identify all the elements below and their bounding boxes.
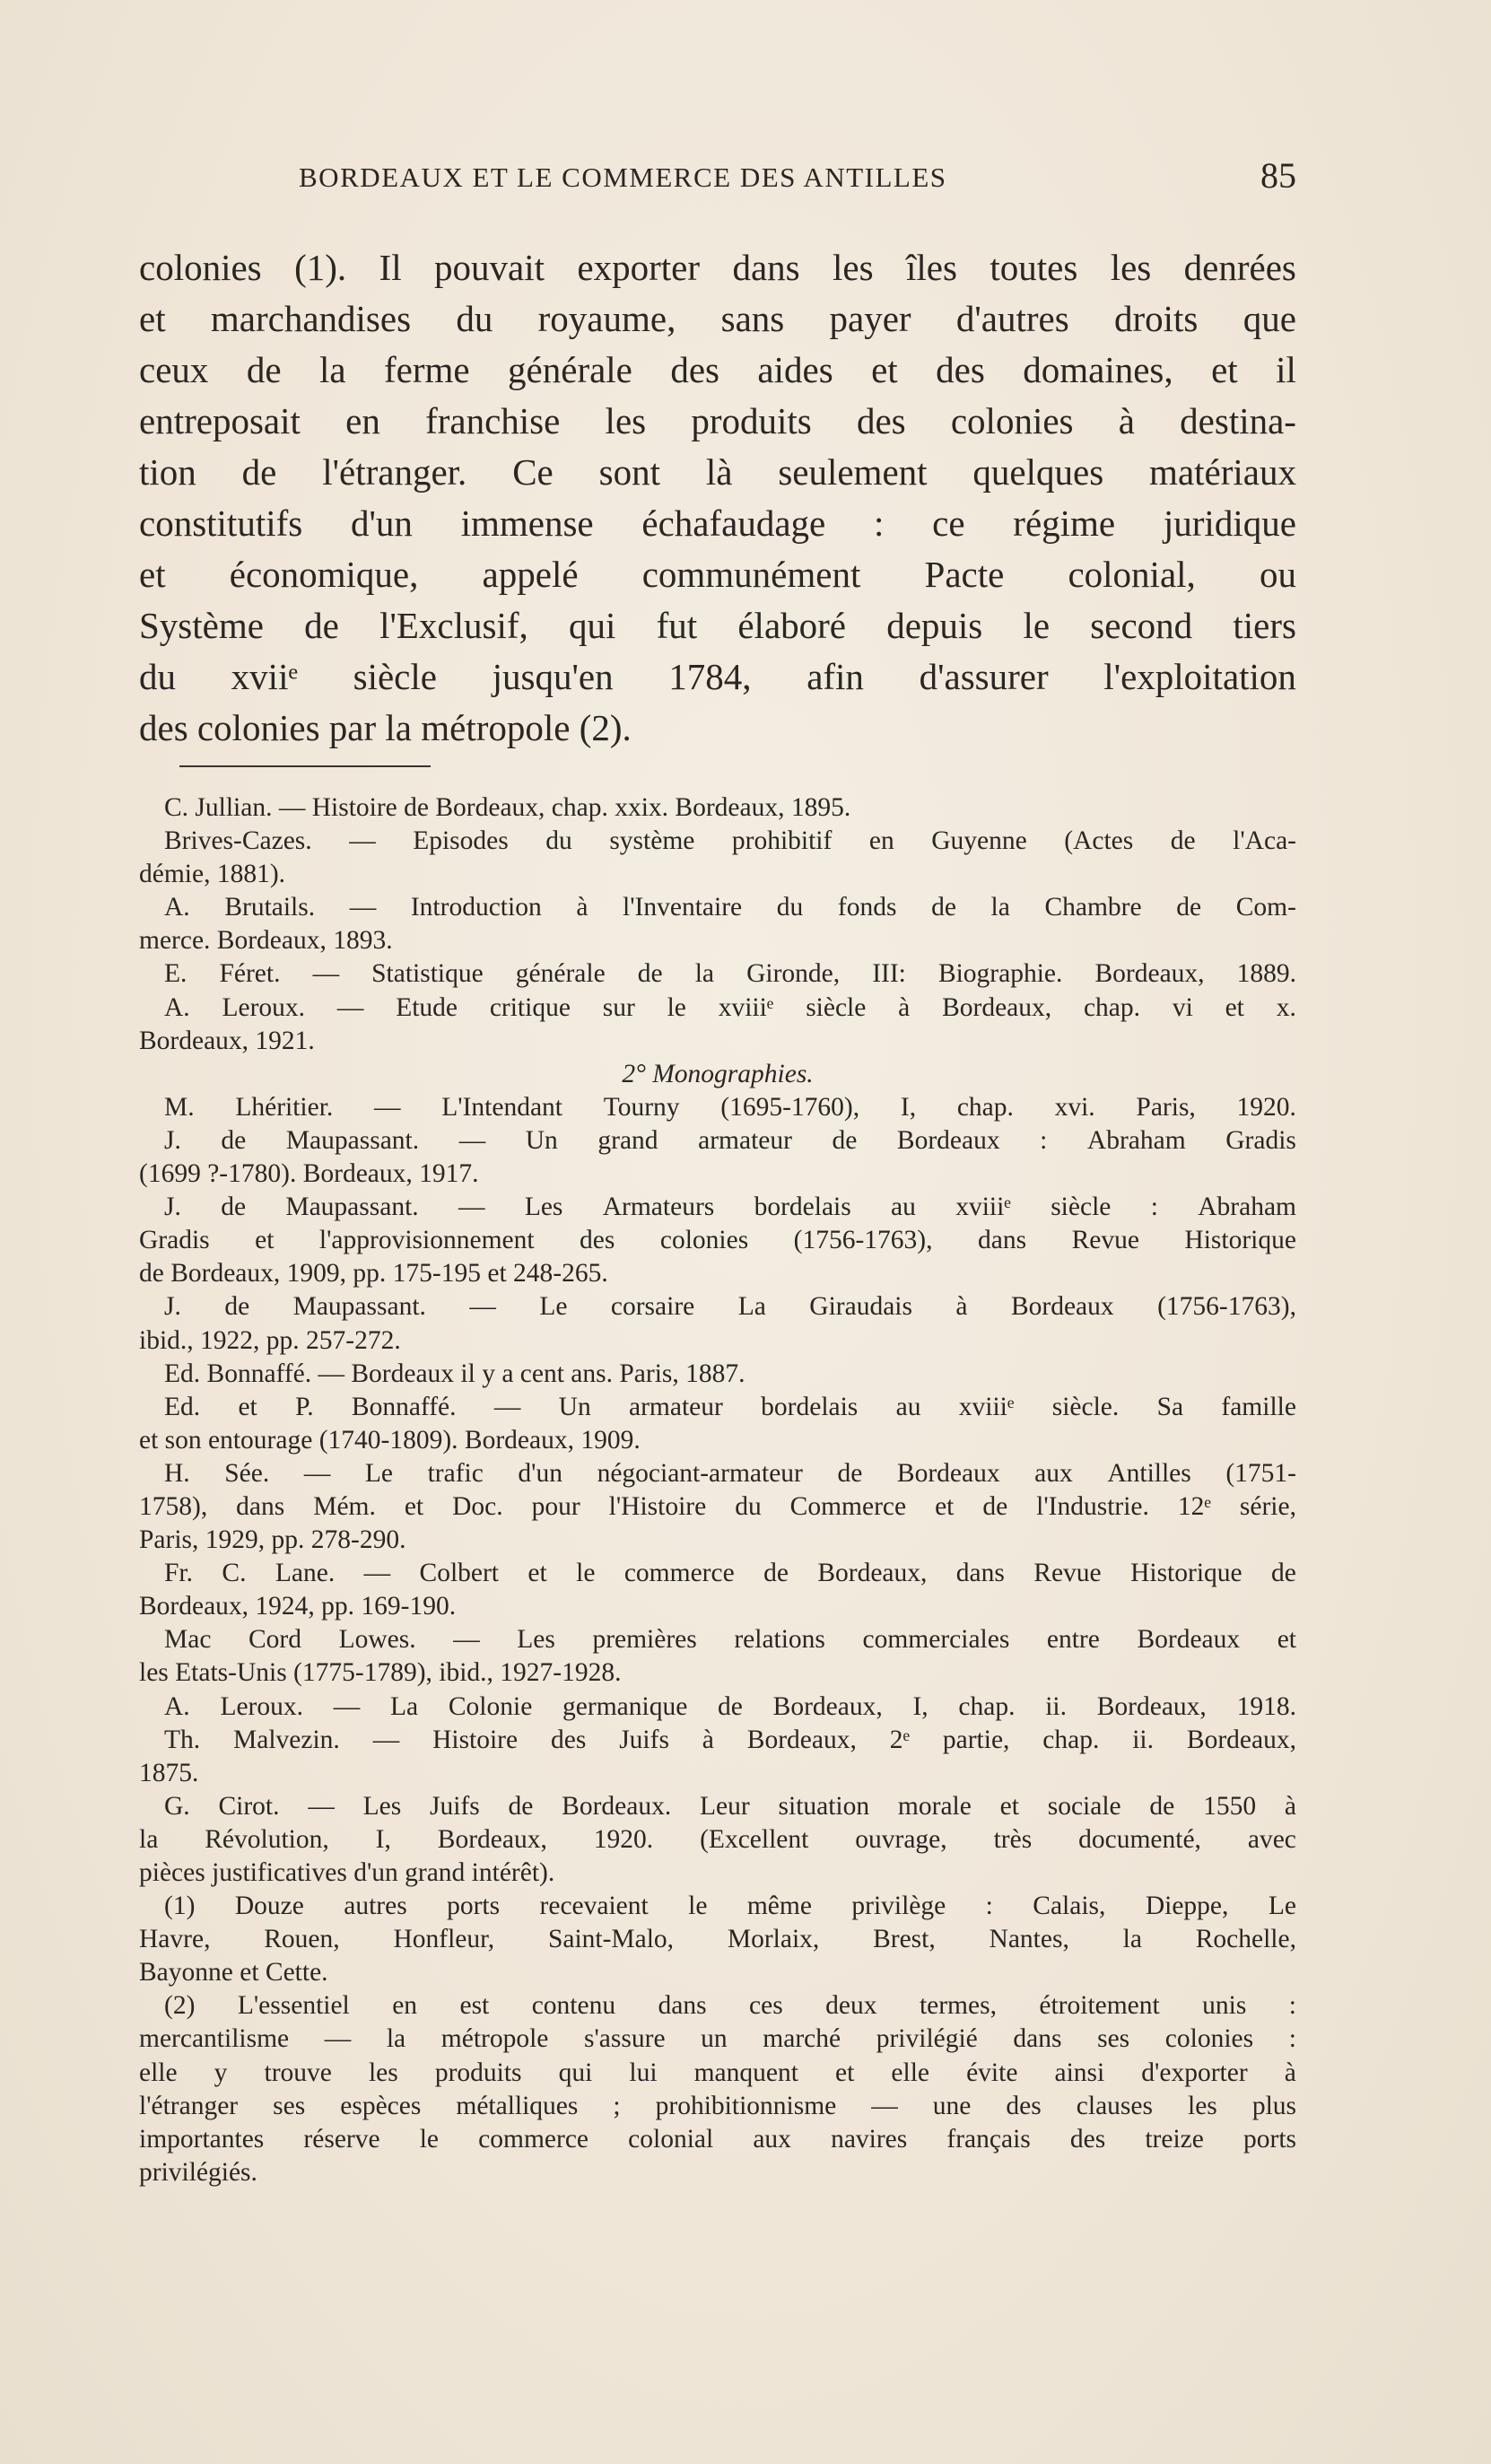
bibliography-line: et son entourage (1740-1809). Bordeaux, 1909. [139,1425,641,1455]
bibliography-line: Bordeaux, 1921. [139,1026,315,1055]
bibliography-line: Ed. et P. Bonnaffé. — Un armateur bordelais au xviiiᵉ siècle. Sa famille [164,1392,1296,1421]
bibliography-line: pièces justificatives d'un grand intérêt). [139,1858,555,1887]
running-head: BORDEAUX ET LE COMMERCE DES ANTILLES [299,162,947,193]
bibliography-line: les Etats-Unis (1775-1789), ibid., 1927-1928. [139,1658,622,1688]
page-header [139,154,1296,199]
bibliography-line: démie, 1881). [139,860,286,889]
bibliography-line: (2) L'essentiel en est contenu dans ces deux termes, étroitement unis : [164,1991,1296,2021]
body-line: et économique, appelé communément Pacte colonial, ou [139,554,1296,595]
body-line: colonies (1). Il pouvait exporter dans les îles toutes les denrées [139,247,1296,288]
bibliography-line: Gradis et l'approvisionnement des colonies (1756-1763), dans Revue Historique [139,1226,1296,1255]
bibliography-line: A. Brutails. — Introduction à l'Inventaire du fonds de la Chambre de Com- [164,893,1296,922]
bibliography-line: l'étranger ses espèces métalliques ; prohibitionnisme — une des clauses les plus [139,2091,1296,2120]
bibliography-line: M. Lhéritier. — L'Intendant Tourny (1695-1760), I, chap. xvi. Paris, 1920. [164,1092,1296,1122]
bibliography-line: elle y trouve les produits qui lui manquent et elle évite ainsi d'exporter à [139,2058,1296,2087]
bibliography-line: J. de Maupassant. — Les Armateurs bordelais au xviiiᵉ siècle : Abraham [164,1193,1296,1222]
bibliography-line: J. de Maupassant. — Un grand armateur de Bordeaux : Abraham Gradis [164,1125,1296,1155]
bibliography-line: Brives-Cazes. — Episodes du système prohibitif en Guyenne (Actes de l'Aca- [164,826,1296,856]
bibliography-line: Fr. C. Lane. — Colbert et le commerce de Bordeaux, dans Revue Historique de [164,1559,1296,1588]
bibliography-line: (1) Douze autres ports recevaient le même privilège : Calais, Dieppe, Le [164,1892,1296,1921]
bibliography-line: mercantilisme — la métropole s'assure un marché privilégié dans ses colonies : [139,2024,1296,2054]
bibliography-line: (1699 ?-1780). Bordeaux, 1917. [139,1159,479,1189]
footnote-rule [179,765,431,767]
bibliography [139,791,1296,2189]
bibliography-line: Th. Malvezin. — Histoire des Juifs à Bordeaux, 2ᵉ partie, chap. ii. Bordeaux, [164,1725,1296,1754]
body-line: ceux de la ferme générale des aides et des domaines, et il [139,349,1296,390]
bibliography-line: 1875. [139,1758,199,1787]
bibliography-line: la Révolution, I, Bordeaux, 1920. (Excellent ouvrage, très documenté, avec [139,1824,1296,1854]
body-line: et marchandises du royaume, sans payer d'autres droits que [139,298,1296,339]
body-line: des colonies par la métropole (2). [139,707,632,748]
bibliography-line: 1758), dans Mém. et Doc. pour l'Histoire du Commerce et de l'Industrie. 12ᵉ série, [139,1491,1296,1521]
bibliography-line: Bayonne et Cette. [139,1958,328,1988]
bibliography-line: A. Leroux. — La Colonie germanique de Bordeaux, I, chap. ii. Bordeaux, 1918. [164,1691,1296,1721]
body-line: constitutifs d'un immense échafaudage : ce régime juridique [139,502,1296,544]
bibliography-line: Ed. Bonnaffé. — Bordeaux il y a cent ans. Paris, 1887. [164,1359,746,1388]
bibliography-line: A. Leroux. — Etude critique sur le xviiiᵉ siècle à Bordeaux, chap. vi et x. [164,992,1296,1022]
bibliography-line: Mac Cord Lowes. — Les premières relations commerciales entre Bordeaux et [164,1625,1296,1655]
bibliography-line: Havre, Rouen, Honfleur, Saint-Malo, Morlaix, Brest, Nantes, la Rochelle, [139,1925,1296,1954]
body-line: du xviiᵉ siècle jusqu'en 1784, afin d'assurer l'exploitation [139,656,1296,697]
section-heading: 2° Monographies. [622,1059,814,1088]
bibliography-line: E. Féret. — Statistique générale de la Gironde, III: Biographie. Bordeaux, 1889. [164,959,1296,989]
bibliography-line: ibid., 1922, pp. 257-272. [139,1325,401,1355]
body-line: Système de l'Exclusif, qui fut élaboré depuis le second tiers [139,605,1296,646]
page-number: 85 [1260,155,1296,196]
body-line: tion de l'étranger. Ce sont là seulement quelques matériaux [139,451,1296,493]
bibliography-line: H. Sée. — Le trafic d'un négociant-armateur de Bordeaux aux Antilles (1751- [164,1458,1296,1488]
bibliography-line: G. Cirot. — Les Juifs de Bordeaux. Leur situation morale et sociale de 1550 à [164,1791,1296,1821]
bibliography-line: J. de Maupassant. — Le corsaire La Giraudais à Bordeaux (1756-1763), [164,1292,1296,1322]
bibliography-line: importantes réserve le commerce colonial aux navires français des treize ports [139,2124,1296,2154]
bibliography-line: Paris, 1929, pp. 278-290. [139,1525,406,1555]
main-paragraph [139,242,1296,754]
body-line: entreposait en franchise les produits des colonies à destina- [139,400,1296,441]
bibliography-line: merce. Bordeaux, 1893. [139,926,393,956]
bibliography-line: Bordeaux, 1924, pp. 169-190. [139,1592,457,1621]
bibliography-line: privilégiés. [139,2157,257,2187]
bibliography-line: de Bordeaux, 1909, pp. 175-195 et 248-265. [139,1259,608,1289]
bibliography-line: C. Jullian. — Histoire de Bordeaux, chap. xxix. Bordeaux, 1895. [164,793,851,822]
